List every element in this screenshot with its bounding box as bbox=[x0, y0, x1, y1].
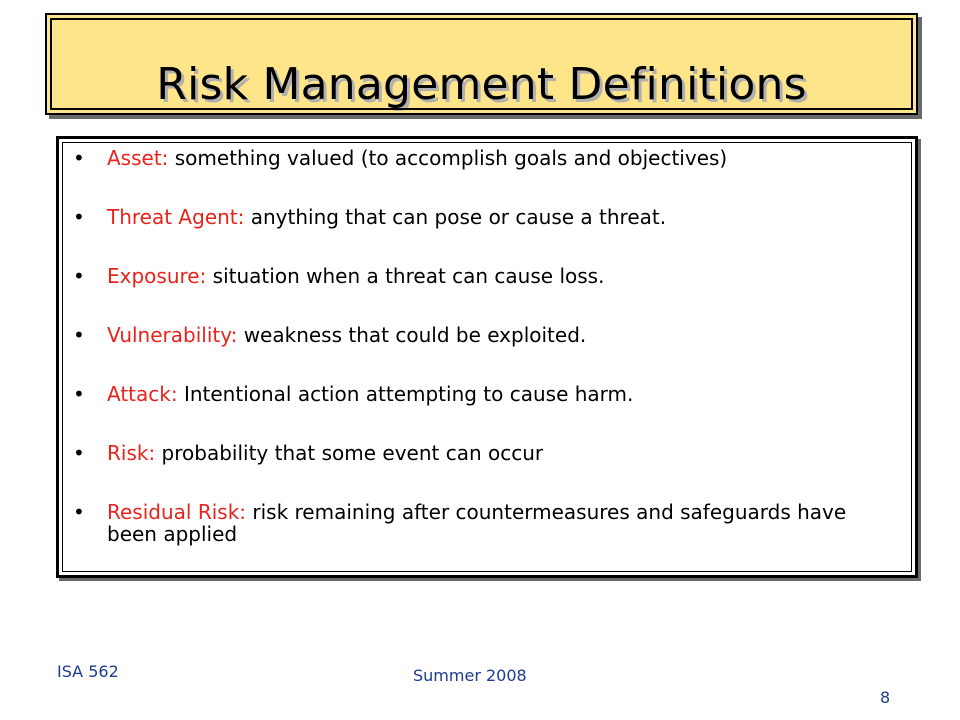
definition-term: Asset: bbox=[107, 146, 169, 170]
definition-item-exposure bbox=[73, 265, 895, 287]
definitions-list bbox=[73, 147, 895, 582]
bullet-icon: • bbox=[73, 441, 85, 465]
definition-text: weakness that could be exploited. bbox=[237, 323, 587, 347]
bullet-icon: • bbox=[73, 146, 85, 170]
definition-text: something valued (to accomplish goals and objectives) bbox=[168, 146, 728, 170]
definition-item-asset bbox=[73, 147, 895, 169]
definition-text: probability that some event can occur bbox=[155, 441, 544, 465]
definition-term: Attack: bbox=[107, 382, 178, 406]
definition-term: Vulnerability: bbox=[107, 323, 238, 347]
definition-item-risk bbox=[73, 442, 895, 464]
bullet-icon: • bbox=[73, 500, 85, 524]
definition-text: situation when a threat can cause loss. bbox=[206, 264, 605, 288]
definition-item-residual-risk bbox=[73, 501, 895, 545]
definition-term: Exposure: bbox=[107, 264, 207, 288]
bullet-icon: • bbox=[73, 205, 85, 229]
definition-item-threat-agent bbox=[73, 206, 895, 228]
footer-term: Summer 2008 bbox=[413, 666, 527, 685]
page-number: 8 bbox=[880, 688, 891, 707]
definition-term: Residual Risk: bbox=[107, 500, 247, 524]
definition-term: Threat Agent: bbox=[107, 205, 245, 229]
definition-text: risk remaining after countermeasures and safeguards have been applied bbox=[107, 500, 847, 546]
definition-item-vulnerability bbox=[73, 324, 895, 346]
definitions-panel bbox=[56, 136, 918, 578]
definition-text: anything that can pose or cause a threat. bbox=[244, 205, 667, 229]
definition-text: Intentional action attempting to cause harm. bbox=[177, 382, 634, 406]
footer-course: ISA 562 bbox=[57, 662, 119, 681]
bullet-icon: • bbox=[73, 323, 85, 347]
slide-title: Risk Management Definitions bbox=[156, 59, 807, 110]
title-banner bbox=[45, 13, 918, 115]
definition-item-attack bbox=[73, 383, 895, 405]
bullet-icon: • bbox=[73, 264, 85, 288]
bullet-icon: • bbox=[73, 382, 85, 406]
definition-term: Risk: bbox=[107, 441, 156, 465]
